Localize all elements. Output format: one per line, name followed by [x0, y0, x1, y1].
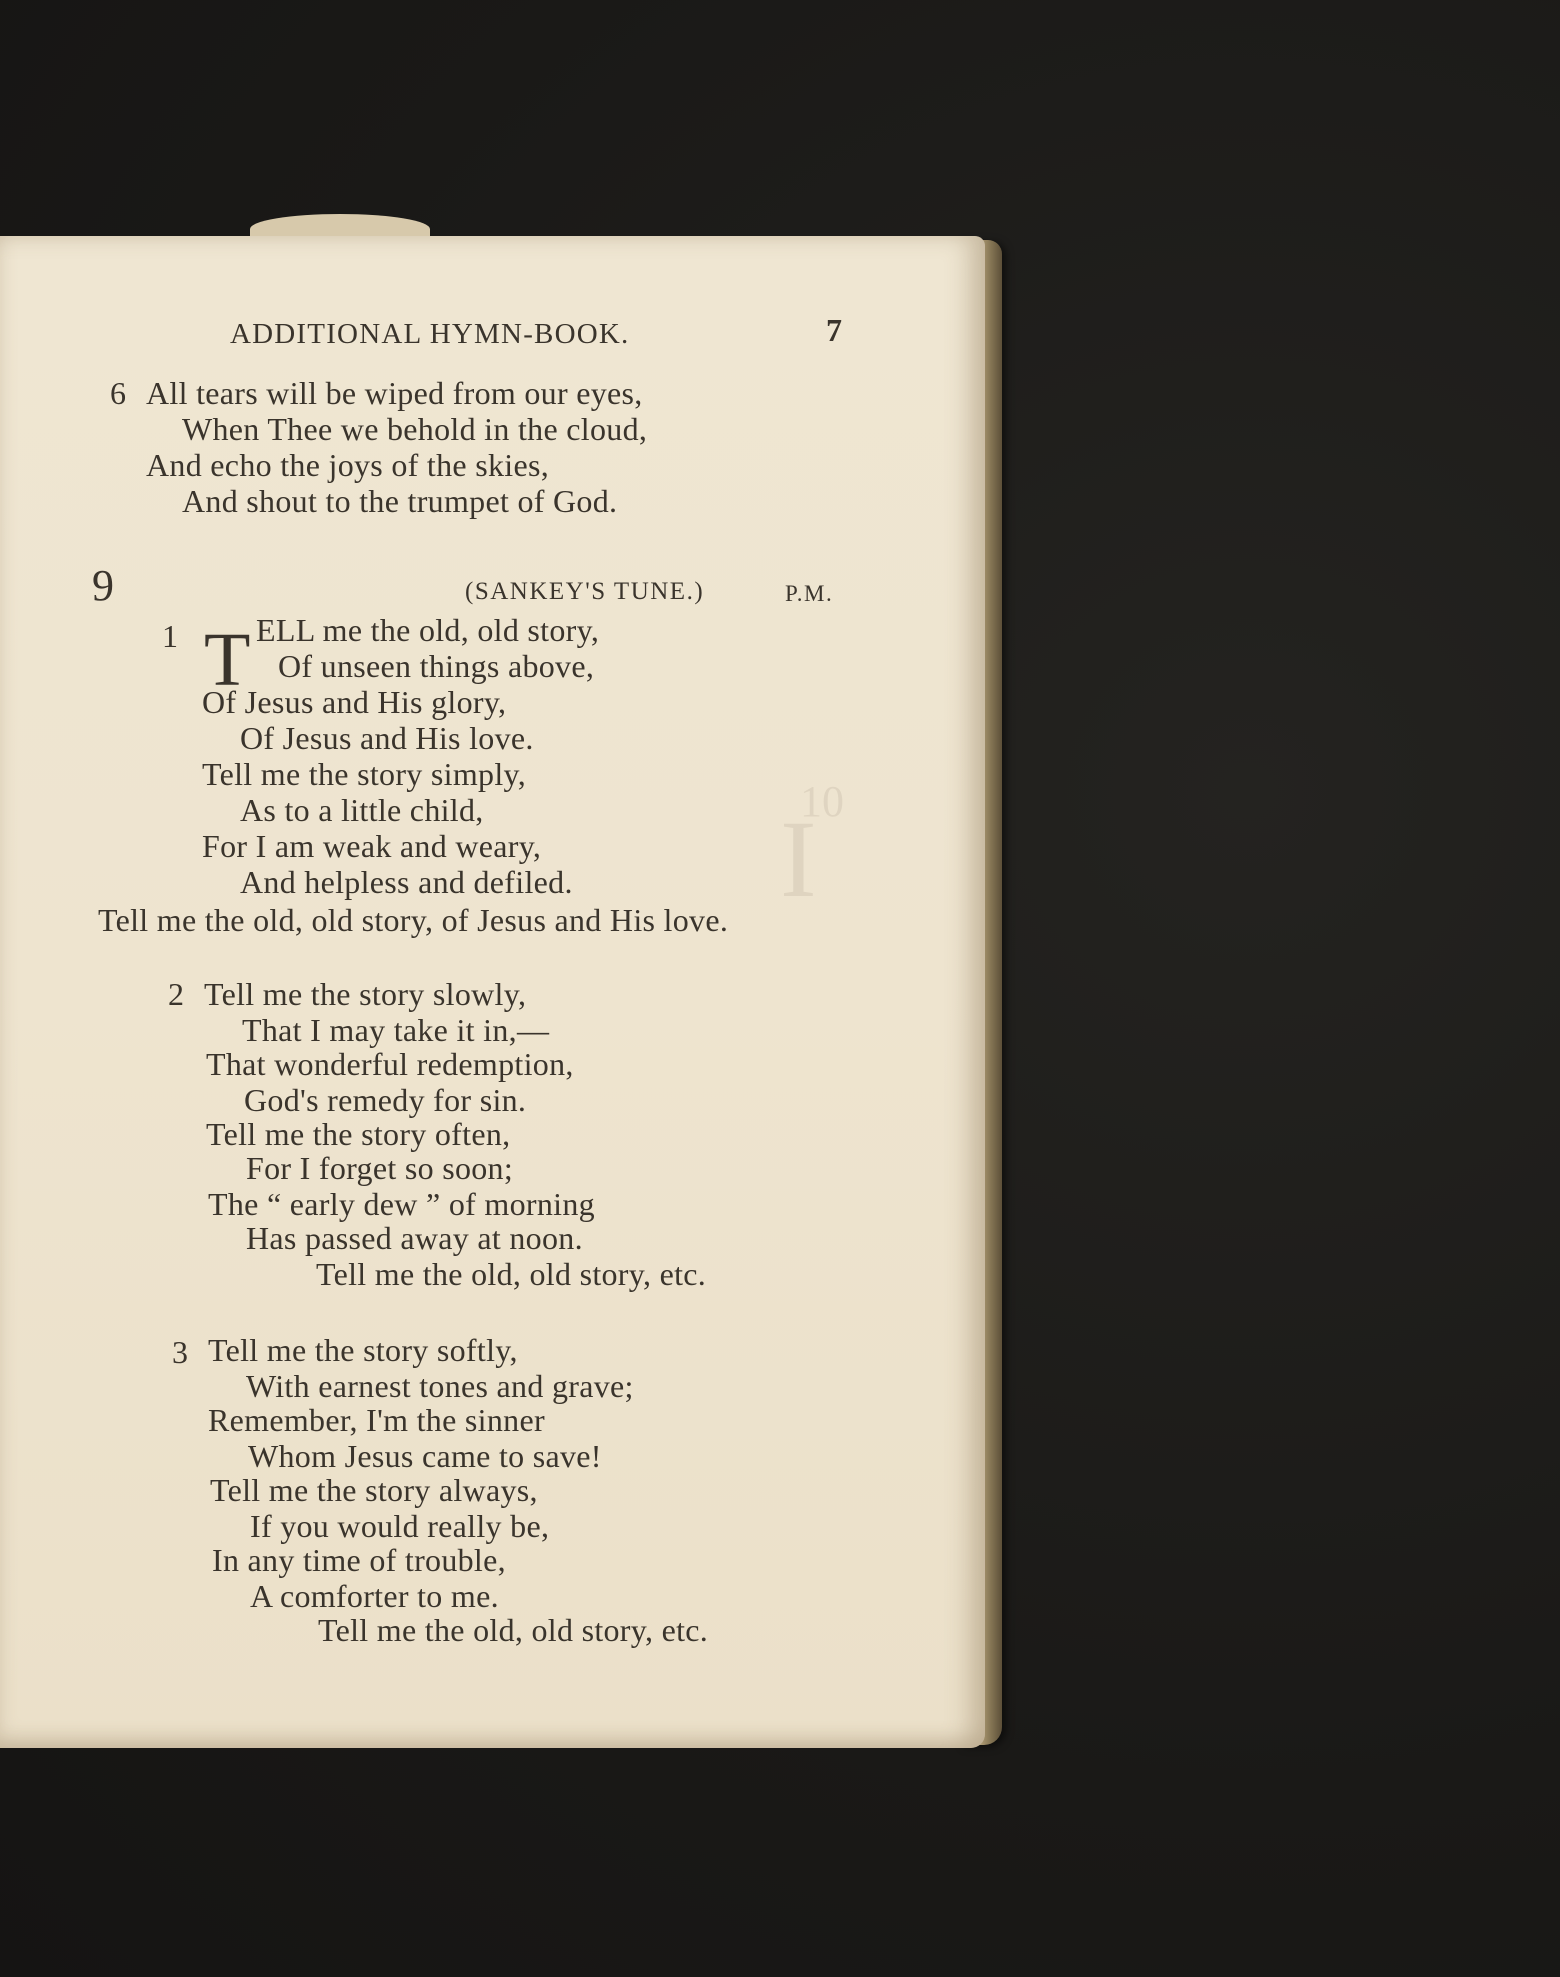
refrain: Tell me the old, old story, etc. — [316, 1256, 707, 1292]
verse-line: All tears will be wiped from our eyes, — [146, 375, 643, 411]
verse-line: ELL me the old, old story, — [256, 612, 600, 648]
verse-line: Has passed away at noon. — [246, 1220, 583, 1256]
verse-line: Remember, I'm the sinner — [208, 1402, 545, 1438]
verse-line: And echo the joys of the skies, — [146, 447, 550, 483]
verse-line: Tell me the story always, — [210, 1472, 538, 1508]
verse-number: 2 — [168, 976, 185, 1012]
verse-line: When Thee we behold in the cloud, — [182, 411, 648, 447]
verse-line: Tell me the story simply, — [202, 756, 527, 792]
verse-line: In any time of trouble, — [212, 1542, 506, 1578]
verse-line: Of unseen things above, — [278, 648, 595, 684]
hymn-number: 9 — [92, 561, 115, 610]
verse-number: 1 — [162, 618, 179, 654]
verse-line: The “ early dew ” of morning — [208, 1186, 595, 1222]
running-header: ADDITIONAL HYMN-BOOK. — [230, 318, 630, 350]
verse-line: A comforter to me. — [250, 1578, 499, 1614]
verse-line: Of Jesus and His glory, — [202, 684, 507, 720]
verse-line: And helpless and defiled. — [240, 864, 573, 900]
verse-line: That I may take it in,— — [242, 1012, 550, 1048]
verse-line: Tell me the story slowly, — [204, 976, 527, 1012]
verse-line: Of Jesus and His love. — [240, 720, 534, 756]
page-number: 7 — [826, 312, 843, 348]
verse-line: That wonderful redemption, — [206, 1046, 574, 1082]
verse-number: 3 — [172, 1334, 189, 1370]
verse-line: If you would really be, — [250, 1508, 550, 1544]
refrain: Tell me the old, old story, of Jesus and His love. — [98, 902, 729, 938]
verse-line: As to a little child, — [240, 792, 484, 828]
verse-number: 6 — [110, 375, 127, 411]
meter: P.M. — [785, 581, 834, 606]
refrain: Tell me the old, old story, etc. — [318, 1612, 709, 1648]
verse-line: God's remedy for sin. — [244, 1082, 527, 1118]
verse-line: Whom Jesus came to save! — [248, 1438, 602, 1474]
bleed-through-text: I — [780, 798, 817, 920]
verse-line: With earnest tones and grave; — [246, 1368, 634, 1404]
verse-line: For I am weak and weary, — [202, 828, 542, 864]
verse-line: Tell me the story often, — [206, 1116, 511, 1152]
tune-name: (SANKEY'S TUNE.) — [465, 578, 705, 605]
drop-cap: T — [204, 618, 251, 702]
book-page — [0, 236, 985, 1748]
verse-line: And shout to the trumpet of God. — [182, 483, 618, 519]
bleed-through-text: 10 — [800, 777, 844, 826]
verse-line: For I forget so soon; — [246, 1150, 514, 1186]
verse-line: Tell me the story softly, — [208, 1332, 518, 1368]
